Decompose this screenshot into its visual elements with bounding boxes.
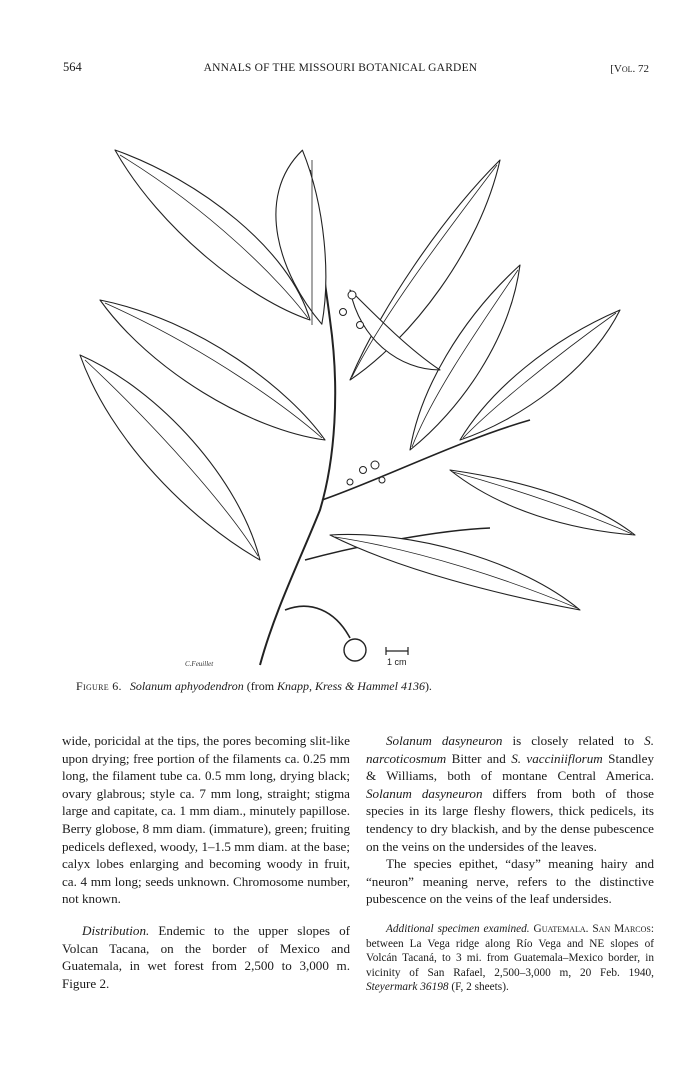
discussion-paragraph <box>366 732 654 855</box>
text-span: Bitter and <box>446 750 512 766</box>
text-span: differs from both of those species in its large fleshy flowers, thick pedicels, its tendency to dry blackish, and by the dense pubescence on the veins on the undersides of the leaves. <box>366 785 654 854</box>
right-column <box>366 732 654 995</box>
species-name: S. vacciniiflorum <box>511 750 603 766</box>
specimen-end: (F, 2 sheets). <box>448 981 509 994</box>
flower-bud <box>360 467 367 474</box>
specimen-text: between La Vega ridge along Río Vega and NE slopes of Volcán Tacaná, to 3 mi. from Guatemala–Mexico border, in vicinity of San Rafael, 2,500–3,000 m, 20 Feb. 1940, <box>366 937 654 979</box>
species-name: Solanum dasyneuron <box>386 733 503 748</box>
leaf <box>450 470 635 535</box>
figure-caption <box>76 679 636 694</box>
species-name: Solanum dasyneuron <box>366 785 483 801</box>
species-name: S. narcoticosmum <box>366 733 654 766</box>
text-span: Standley & Williams, both of montane Central America. <box>366 750 654 784</box>
distribution-paragraph <box>62 922 350 992</box>
scale-label: 1 cm <box>387 657 407 667</box>
specimen-paragraph <box>366 922 654 995</box>
caption-source-post: ). <box>424 679 432 693</box>
berry-fruit <box>344 639 366 661</box>
flower-bud <box>357 322 364 329</box>
leaf <box>330 534 580 610</box>
botanical-illustration <box>60 90 640 675</box>
page-number: 564 <box>63 60 82 74</box>
text-span: is closely related to <box>502 733 645 748</box>
caption-source-authors: Knapp, Kress & Hammel 4136 <box>277 679 425 693</box>
distribution-label: Distribution. <box>82 922 150 938</box>
volume-label: [Vol. 72 <box>610 63 649 75</box>
specimen-collector: Steyermark 36198 <box>366 981 449 994</box>
artist-signature: C.Feuillet <box>185 660 214 668</box>
description-paragraph: wide, poricidal at the tips, the pores becoming slit-like upon drying; free portion of the filaments ca. 0.25 mm long, the filament tube ca. 0.5 mm long, drying black; ovary glabrous; style ca. 7 mm long, straight; stigma large and capitate, ca. 1 mm diam., minutely papillose. Berry globose, 8 mm diam. (immature), green; fruiting pedicels deflexed, woody, 1–1.5 mm diam. at the base; calyx lobes enlarging and becoming woody in fruit, ca. 4 mm long; seeds unknown. Chromosome number, not known. <box>62 733 350 907</box>
flower-bud <box>379 477 385 483</box>
etymology-paragraph: The species epithet, “dasy” meaning hairy and “neuron” meaning nerve, refers to the distinctive pubescence on the veins of the leaf undersides. <box>366 856 654 907</box>
specimen-country: Guatemala. San Marcos: <box>533 922 654 935</box>
flower-bud <box>340 309 347 316</box>
flower-bud <box>348 291 356 299</box>
scale-bar <box>386 647 408 655</box>
left-column <box>62 732 350 992</box>
distribution-text: Endemic to the upper slopes of Volcan Tacana, on the border of Mexico and Guatemala, in wet forest from 2,500 to 3,000 m. Figure 2. <box>62 922 350 991</box>
caption-source-pre: (from <box>246 679 278 693</box>
flower-bud <box>347 479 353 485</box>
flower-bud <box>371 461 379 469</box>
specimen-label: Additional specimen examined. <box>386 922 530 935</box>
figure-label: Figure 6. <box>76 679 122 693</box>
caption-species: Solanum aphyodendron <box>129 679 244 693</box>
journal-title: ANNALS OF THE MISSOURI BOTANICAL GARDEN <box>203 62 478 74</box>
fruit-pedicel <box>285 606 350 638</box>
